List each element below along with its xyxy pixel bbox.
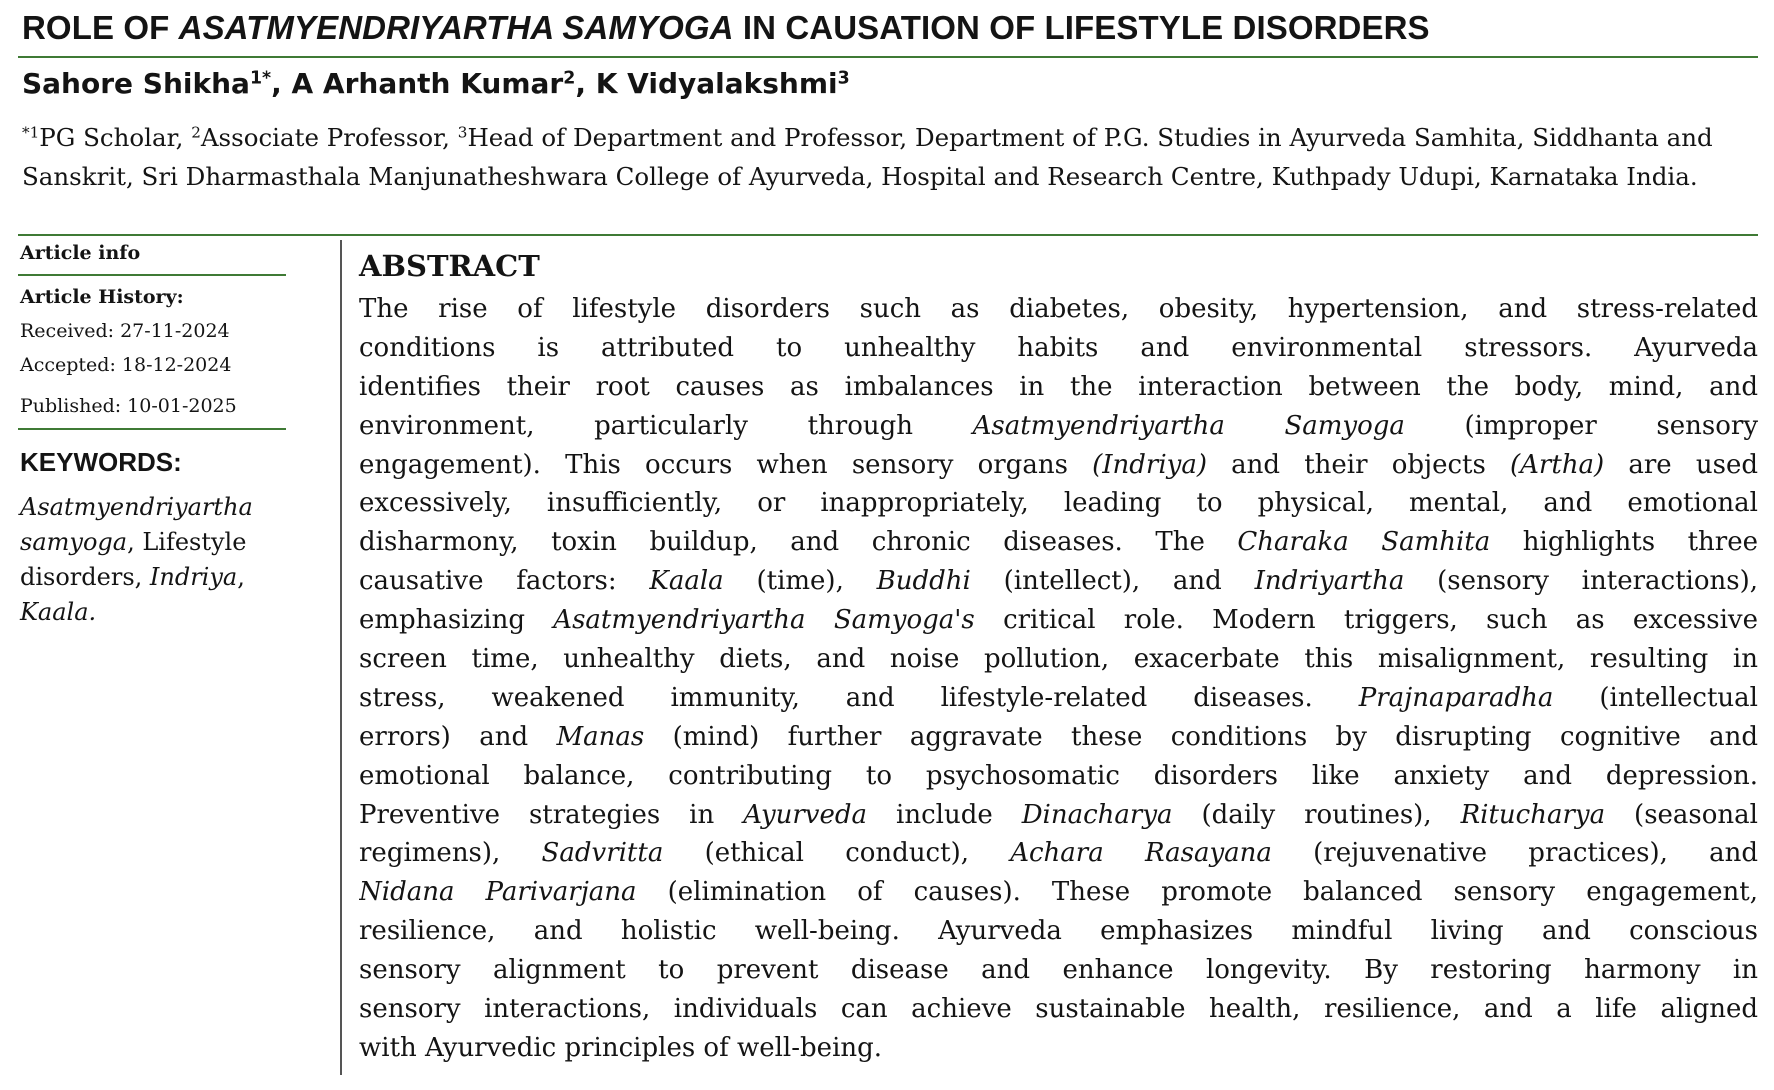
affiliation-role-3: Head of Department and Professor, Department of P.G. Studies in Ayurveda Samhita, Siddhanta and Sanskrit, Sri Dharmasthala Manjunatheshwara College of Ayurveda, Hospital and Research Centre, Kuthpady Udupi, Karnataka India. xyxy=(22,123,1713,191)
abstract-italic-term: Asatmyendriyartha Samyoga's xyxy=(553,605,975,636)
article-info-heading: Article info xyxy=(20,242,141,264)
abstract-text: emotional balance, contributing to psychosomatic disorders like anxiety and depression. xyxy=(359,760,1758,791)
abstract-text: (daily routines), xyxy=(1172,799,1461,830)
abstract-italic-term: (Artha) xyxy=(1510,449,1605,480)
abstract-italic-term: (Indriya) xyxy=(1092,449,1207,480)
abstract-italic-term: Achara Rasayana xyxy=(1010,838,1272,869)
keyword-item: Asatmyendriyartha samyoga xyxy=(20,493,253,556)
abstract-line xyxy=(359,562,1758,601)
affiliation xyxy=(22,118,1762,196)
abstract-text: (improper sensory xyxy=(1404,410,1758,441)
abstract-italic-term: Manas xyxy=(556,721,645,752)
abstract-text: (rejuvenative practices), and xyxy=(1271,838,1758,869)
abstract-text: causative factors: xyxy=(359,566,650,597)
abstract-text: environment, particularly through xyxy=(359,410,973,441)
abstract-text: Preventive strategies in xyxy=(359,799,744,830)
abstract-text: (mind) further aggravate these conditions by disrupting cognitive and xyxy=(644,721,1758,752)
affiliation-mark-2: 2 xyxy=(191,123,201,142)
abstract-text: disharmony, toxin buildup, and chronic diseases. The xyxy=(359,527,1238,558)
column-divider xyxy=(340,240,342,1075)
affiliation-role-1: PG Scholar, xyxy=(39,123,192,152)
affiliation-role-2: Associate Professor, xyxy=(200,123,458,152)
abstract-heading: ABSTRACT xyxy=(359,249,540,283)
author-3-mark: 3 xyxy=(837,68,850,89)
author-1-name: Sahore Shikha xyxy=(22,67,250,100)
abstract-italic-term: Sadvritta xyxy=(541,838,664,869)
abstract-italic-term: Asatmyendriyartha Samyoga xyxy=(972,410,1405,441)
received-date: Received: 27-11-2024 xyxy=(20,320,230,342)
abstract-line xyxy=(359,990,1758,1029)
abstract-text: (time), xyxy=(723,566,877,597)
abstract-line xyxy=(359,484,1758,523)
article-info-rule xyxy=(18,274,286,276)
header-rule xyxy=(18,234,1758,236)
abstract-text: (sensory interactions), xyxy=(1404,566,1758,597)
author-list xyxy=(22,64,850,104)
abstract-text: and their objects xyxy=(1206,449,1511,480)
abstract-italic-term: Dinacharya xyxy=(1021,799,1173,830)
keyword-item: Lifestyle disorders xyxy=(20,528,247,591)
abstract-line xyxy=(359,523,1758,562)
abstract-text: regimens), xyxy=(359,838,542,869)
abstract-italic-term: Ayurveda xyxy=(743,799,868,830)
abstract-line xyxy=(359,912,1758,951)
title-part-2: IN CAUSATION OF LIFESTYLE DISORDERS xyxy=(733,9,1430,46)
keyword-separator: , xyxy=(127,528,143,556)
abstract-line xyxy=(359,407,1758,446)
abstract-text: sensory alignment to prevent disease and enhance longevity. By restoring harmony in xyxy=(359,955,1758,986)
abstract-line xyxy=(359,601,1758,640)
abstract-italic-term: Indriyartha xyxy=(1254,566,1405,597)
abstract-text: (intellect), and xyxy=(970,566,1255,597)
abstract-italic-term: Buddhi xyxy=(876,566,971,597)
author-separator: , xyxy=(575,67,596,100)
paper-header-page xyxy=(18,0,1758,1090)
keyword-separator: , xyxy=(237,563,245,591)
title-rule xyxy=(18,56,1758,58)
abstract-text: (intellectual xyxy=(1553,682,1758,713)
abstract-line xyxy=(359,329,1758,368)
abstract-line xyxy=(359,290,1758,329)
abstract-text: identifies their root causes as imbalances in the interaction between the body, mind, and xyxy=(359,371,1758,402)
abstract-text: sensory interactions, individuals can achieve sustainable health, resilience, and a life aligned xyxy=(359,994,1758,1025)
keyword-item: Kaala. xyxy=(20,598,97,626)
abstract-text: (seasonal xyxy=(1605,799,1758,830)
abstract-text: engagement). This occurs when sensory organs xyxy=(359,449,1093,480)
abstract-text: resilience, and holistic well-being. Ayurveda emphasizes mindful living and conscious xyxy=(359,916,1758,947)
keyword-item: Indriya xyxy=(149,563,238,591)
abstract-text: errors) and xyxy=(359,721,557,752)
abstract-line xyxy=(359,679,1758,718)
keywords-heading: KEYWORDS: xyxy=(20,447,182,477)
abstract-italic-term: Ritucharya xyxy=(1460,799,1606,830)
keyword-separator: , xyxy=(134,563,150,591)
abstract-line xyxy=(359,640,1758,679)
abstract-line xyxy=(359,718,1758,757)
abstract-line xyxy=(359,834,1758,873)
abstract-text: conditions is attributed to unhealthy habits and environmental stressors. Ayurveda xyxy=(359,332,1758,363)
title-italic-term: ASATMYENDRIYARTHA SAMYOGA xyxy=(178,9,734,46)
abstract-italic-term: Nidana Parivarjana xyxy=(359,877,637,908)
affiliation-mark-1: *1 xyxy=(22,123,40,142)
abstract-italic-term: Charaka Samhita xyxy=(1237,527,1491,558)
abstract-text: include xyxy=(867,799,1022,830)
abstract-italic-term: Kaala xyxy=(649,566,724,597)
abstract-text: critical role. Modern triggers, such as excessive xyxy=(974,605,1758,636)
abstract-italic-term: Prajnaparadha xyxy=(1358,682,1554,713)
abstract-body xyxy=(359,290,1758,1068)
accepted-date: Accepted: 18-12-2024 xyxy=(20,354,232,376)
abstract-line xyxy=(359,368,1758,407)
abstract-line xyxy=(359,1029,1758,1068)
author-separator: , xyxy=(271,67,292,100)
abstract-text: are used xyxy=(1604,449,1758,480)
author-3-name: K Vidyalakshmi xyxy=(595,67,838,100)
abstract-text: with Ayurvedic principles of well-being. xyxy=(359,1032,883,1063)
abstract-line xyxy=(359,757,1758,796)
keywords-list xyxy=(20,490,290,630)
abstract-text: The rise of lifestyle disorders such as diabetes, obesity, hypertension, and stress-related xyxy=(359,294,1758,324)
affiliation-mark-3: 3 xyxy=(457,123,468,142)
paper-title xyxy=(22,6,1430,50)
abstract-text: (elimination of causes). These promote balanced sensory engagement, xyxy=(636,877,1758,908)
abstract-text: highlights three xyxy=(1490,527,1758,558)
abstract-text: (ethical conduct), xyxy=(663,838,1011,869)
article-history-rule xyxy=(18,428,286,430)
abstract-text: stress, weakened immunity, and lifestyle-related diseases. xyxy=(359,682,1359,713)
abstract-line xyxy=(359,796,1758,835)
abstract-text: emphasizing xyxy=(359,605,554,636)
title-part-1: ROLE OF xyxy=(22,9,179,46)
abstract-line xyxy=(359,446,1758,485)
author-1-mark: 1* xyxy=(249,68,272,89)
author-2-name: A Arhanth Kumar xyxy=(291,67,564,100)
abstract-text: screen time, unhealthy diets, and noise pollution, exacerbate this misalignment, resulting in xyxy=(359,644,1758,675)
article-history-heading: Article History: xyxy=(20,286,184,308)
published-date: Published: 10-01-2025 xyxy=(20,395,237,417)
abstract-text: excessively, insufficiently, or inappropriately, leading to physical, mental, and emotional xyxy=(359,488,1758,519)
abstract-line xyxy=(359,951,1758,990)
author-2-mark: 2 xyxy=(563,68,576,89)
abstract-line xyxy=(359,873,1758,912)
